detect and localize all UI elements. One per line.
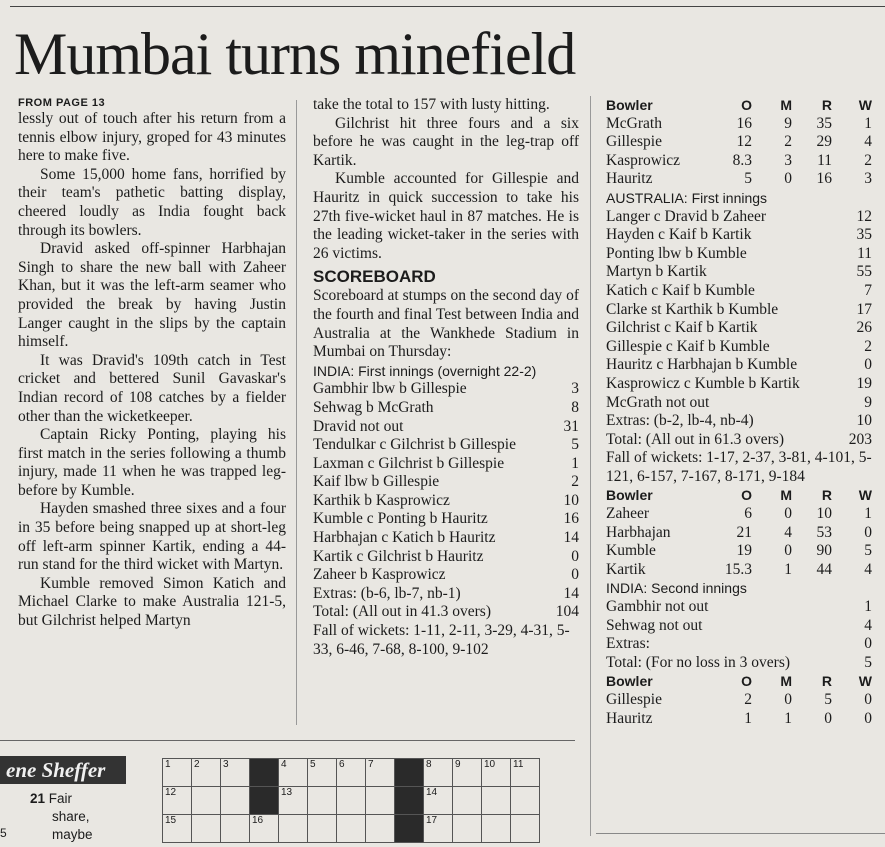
batting-row bbox=[606, 356, 872, 375]
clue-line: Fair bbox=[48, 791, 73, 806]
bowling-row bbox=[606, 710, 872, 729]
bowling-header-cell: M bbox=[780, 673, 792, 690]
grid-block bbox=[395, 787, 424, 815]
batting-row bbox=[313, 603, 579, 622]
batting-row bbox=[606, 598, 872, 617]
runs-value: 0 bbox=[571, 566, 579, 584]
article-paragraph: Gilchrist hit three fours and a six before he was caught in the leg-trap off Kartik. bbox=[313, 114, 579, 169]
batsman-entry: Ponting lbw b Kumble bbox=[606, 244, 747, 262]
grid-cell[interactable] bbox=[163, 815, 192, 843]
australia-first-innings-header: AUSTRALIA: First innings bbox=[606, 189, 768, 206]
grid-cell[interactable] bbox=[308, 759, 337, 787]
bowling-figure: 10 bbox=[816, 505, 832, 523]
bowling-figure: 8.3 bbox=[732, 151, 752, 169]
article-paragraph: Kumble removed Simon Katich and Michael Clarke to make Australia 121-5, but Gilchrist helped Martyn bbox=[18, 574, 286, 630]
batting-row bbox=[313, 529, 579, 548]
bowling-row bbox=[606, 170, 872, 189]
grid-number: 8 bbox=[426, 759, 432, 770]
column-rule bbox=[296, 100, 297, 725]
bowling-header-cell: Bowler bbox=[606, 97, 653, 113]
bowling-figure: 4 bbox=[784, 523, 792, 541]
bowling-figure: 35 bbox=[816, 114, 832, 132]
grid-cell[interactable] bbox=[337, 815, 366, 843]
batting-row bbox=[606, 431, 872, 450]
grid-cell[interactable] bbox=[453, 815, 482, 843]
grid-cell[interactable] bbox=[279, 759, 308, 787]
grid-cell[interactable] bbox=[424, 815, 453, 843]
batsman-entry: Extras: (b-2, lb-4, nb-4) bbox=[606, 412, 754, 430]
australia-fall-of-wickets: Fall of wickets: 1-17, 2-37, 3-81, 4-101, 5-121, 6-157, 7-167, 8-171, 9-184 bbox=[606, 449, 872, 485]
runs-value: 26 bbox=[856, 319, 872, 337]
bowling-figure: 19 bbox=[736, 542, 752, 560]
grid-number: 1 bbox=[165, 759, 171, 770]
bowling-header-cell: Bowler bbox=[606, 673, 653, 690]
batsman-entry: Total: (All out in 41.3 overs) bbox=[313, 603, 492, 621]
bowling-header-cell: R bbox=[821, 673, 832, 690]
bowling-figure: 9 bbox=[784, 114, 792, 132]
grid-cell[interactable] bbox=[192, 815, 221, 843]
grid-number: 2 bbox=[194, 759, 200, 770]
bowling-row bbox=[606, 133, 872, 152]
grid-number: 15 bbox=[165, 815, 177, 826]
grid-cell[interactable] bbox=[279, 787, 308, 815]
bowling-figure: 15.3 bbox=[724, 560, 752, 578]
runs-value: 5 bbox=[571, 436, 579, 454]
grid-cell[interactable] bbox=[192, 759, 221, 787]
runs-value: 11 bbox=[857, 244, 872, 262]
bowler-name: Kasprowicz bbox=[606, 151, 681, 169]
bowler-name: Kartik bbox=[606, 560, 646, 578]
batting-row bbox=[313, 585, 579, 604]
article-paragraph: Dravid asked off-spinner Harbhajan Singh to share the new ball with Zaheer Khan, but it was the left-arm seamer who provided the break by having Justin Langer caught in the slips by the captain himself. bbox=[18, 240, 286, 351]
bowler-name: Kumble bbox=[606, 542, 656, 560]
scoreboard-column-3 bbox=[606, 96, 872, 728]
crossword-grid bbox=[162, 758, 540, 843]
bowling-header-row bbox=[606, 96, 872, 115]
grid-cell[interactable] bbox=[163, 787, 192, 815]
batsman-entry: Kaif lbw b Gillespie bbox=[313, 473, 440, 491]
bowling-figure: 5 bbox=[824, 691, 832, 708]
puzzle-author-banner: ene Sheffer bbox=[0, 756, 126, 784]
bowling-row bbox=[606, 152, 872, 171]
batsman-entry: Gillespie c Kaif b Kumble bbox=[606, 337, 770, 355]
batting-row bbox=[606, 263, 872, 282]
runs-value: 0 bbox=[571, 547, 579, 565]
runs-value: 1 bbox=[864, 598, 872, 616]
batsman-entry: Zaheer b Kasprowicz bbox=[313, 566, 446, 584]
bowler-name: Gillespie bbox=[606, 133, 662, 151]
batsman-entry: Gambhir lbw b Gillespie bbox=[313, 380, 467, 398]
bowling-figure: 29 bbox=[816, 133, 832, 151]
batting-row bbox=[313, 566, 579, 585]
clue-line: share, bbox=[52, 809, 90, 824]
bowling-figure: 1 bbox=[784, 560, 792, 578]
grid-number: 7 bbox=[368, 759, 374, 770]
bowling-figure: 2 bbox=[864, 151, 872, 169]
grid-cell[interactable] bbox=[221, 815, 250, 843]
article-paragraph: It was Dravid's 109th catch in Test cricket and bettered Sunil Gavaskar's Indian record of 108 catches by a fielder other than the wicketkeeper. bbox=[18, 351, 286, 425]
grid-cell[interactable] bbox=[308, 787, 337, 815]
batting-row bbox=[606, 394, 872, 413]
bowling-figure: 1 bbox=[744, 709, 752, 727]
batting-row bbox=[606, 319, 872, 338]
article-column-2 bbox=[313, 96, 579, 659]
grid-cell[interactable] bbox=[337, 787, 366, 815]
runs-value: 14 bbox=[563, 584, 579, 602]
bowling-header-cell: W bbox=[858, 487, 872, 504]
runs-value: 9 bbox=[864, 393, 872, 411]
bowling-row bbox=[606, 524, 872, 543]
runs-value: 0 bbox=[864, 635, 872, 653]
grid-cell[interactable] bbox=[163, 759, 192, 787]
batsman-entry: Sehwag not out bbox=[606, 616, 703, 634]
bowling-figure: 2 bbox=[784, 133, 792, 151]
batting-row bbox=[606, 635, 872, 654]
bowling-header-cell: O bbox=[741, 673, 752, 690]
batting-row bbox=[606, 282, 872, 301]
bowling-figure: 0 bbox=[864, 709, 872, 727]
batting-row bbox=[606, 375, 872, 394]
scoreboard-intro: Scoreboard at stumps on the second day of the fourth and final Test between India and Australia at the Wankhede Stadium in Mumbai on Thursday: bbox=[313, 287, 579, 361]
runs-value: 17 bbox=[856, 300, 872, 318]
grid-cell[interactable] bbox=[511, 759, 540, 787]
bowling-row bbox=[606, 561, 872, 580]
grid-number: 3 bbox=[223, 759, 229, 770]
runs-value: 55 bbox=[856, 263, 872, 281]
batting-row bbox=[313, 380, 579, 399]
bowling-header-row bbox=[606, 486, 872, 505]
grid-number: 5 bbox=[310, 759, 316, 770]
bowling-header-cell: M bbox=[780, 97, 792, 113]
grid-cell[interactable] bbox=[453, 787, 482, 815]
batting-row bbox=[606, 301, 872, 320]
clue-line: maybe bbox=[52, 827, 93, 842]
bowling-figure: 0 bbox=[784, 505, 792, 523]
grid-number: 10 bbox=[484, 759, 496, 770]
batting-row bbox=[313, 418, 579, 437]
india-fall-of-wickets: Fall of wickets: 1-11, 2-11, 3-29, 4-31, 5-33, 6-46, 7-68, 8-100, 9-102 bbox=[313, 622, 570, 658]
headline: Mumbai turns minefield bbox=[14, 21, 576, 87]
runs-value: 10 bbox=[856, 412, 872, 430]
bowling-figure: 0 bbox=[864, 691, 872, 708]
grid-cell[interactable] bbox=[221, 787, 250, 815]
bowling-figure: 1 bbox=[864, 505, 872, 523]
batsman-entry: Tendulkar c Gilchrist b Gillespie bbox=[313, 436, 516, 454]
batting-row bbox=[606, 412, 872, 431]
bowling-figure: 0 bbox=[824, 709, 832, 727]
runs-value: 8 bbox=[571, 398, 579, 416]
bowling-figure: 0 bbox=[864, 523, 872, 541]
batting-row bbox=[313, 399, 579, 418]
batsman-entry: Gambhir not out bbox=[606, 598, 709, 616]
grid-block bbox=[250, 759, 279, 787]
article-paragraph: Hayden smashed three sixes and a four in 35 before being snapped up at short-leg off left-arm spinner Kartik, ending a 44-run stand for the third wicket with Martyn. bbox=[18, 500, 286, 574]
runs-value: 4 bbox=[864, 616, 872, 634]
grid-cell[interactable] bbox=[366, 815, 395, 843]
grid-block bbox=[395, 759, 424, 787]
batsman-entry: Laxman c Gilchrist b Gillespie bbox=[313, 454, 505, 472]
batting-row bbox=[606, 338, 872, 357]
batsman-entry: Kasprowicz c Kumble b Kartik bbox=[606, 374, 800, 392]
batsman-entry: Total: (For no loss in 3 overs) bbox=[606, 653, 791, 671]
grid-row bbox=[163, 787, 540, 815]
batsman-entry: Gilchrist c Kaif b Kartik bbox=[606, 319, 758, 337]
grid-cell[interactable] bbox=[511, 787, 540, 815]
batsman-entry: Martyn b Kartik bbox=[606, 263, 707, 281]
bowler-name: Hauritz bbox=[606, 170, 653, 188]
bowling-figure: 5 bbox=[744, 170, 752, 188]
grid-cell[interactable] bbox=[511, 815, 540, 843]
grid-cell[interactable] bbox=[482, 815, 511, 843]
runs-value: 31 bbox=[563, 417, 579, 435]
grid-number: 6 bbox=[339, 759, 345, 770]
runs-value: 2 bbox=[864, 337, 872, 355]
article-paragraph: take the total to 157 with lusty hitting. bbox=[313, 96, 550, 113]
grid-cell[interactable] bbox=[482, 759, 511, 787]
india-second-innings-header: INDIA: Second innings bbox=[606, 580, 747, 597]
bowling-figure: 12 bbox=[736, 133, 752, 151]
batting-row bbox=[606, 654, 872, 673]
clue-left-number: 5 bbox=[0, 826, 7, 840]
grid-cell[interactable] bbox=[482, 787, 511, 815]
grid-number: 13 bbox=[281, 787, 293, 798]
grid-cell[interactable] bbox=[337, 759, 366, 787]
runs-value: 7 bbox=[864, 281, 872, 299]
runs-value: 10 bbox=[563, 491, 579, 509]
grid-number: 4 bbox=[281, 759, 287, 770]
batting-row bbox=[313, 473, 579, 492]
bowling-figure: 16 bbox=[816, 170, 832, 188]
india-first-innings-header: INDIA: First innings (overnight 22-2) bbox=[313, 362, 537, 379]
grid-cell[interactable] bbox=[424, 787, 453, 815]
bowler-name: Gillespie bbox=[606, 691, 662, 708]
bowling-figure: 16 bbox=[736, 114, 752, 132]
batsman-entry: Clarke st Karthik b Kumble bbox=[606, 300, 779, 318]
grid-number: 11 bbox=[513, 759, 524, 770]
bowling-figure: 44 bbox=[816, 560, 832, 578]
bowling-row bbox=[606, 691, 872, 710]
batsman-entry: Extras: bbox=[606, 635, 650, 653]
bowling-header-cell: M bbox=[780, 487, 792, 504]
batsman-entry: Kumble c Ponting b Hauritz bbox=[313, 510, 488, 528]
batsman-entry: McGrath not out bbox=[606, 393, 710, 411]
bowling-row bbox=[606, 542, 872, 561]
grid-block bbox=[250, 787, 279, 815]
bowling-figure: 6 bbox=[744, 505, 752, 523]
page-kicker: FROM PAGE 13 bbox=[18, 97, 106, 109]
bowling-header-cell: Bowler bbox=[606, 487, 653, 504]
batting-row bbox=[313, 455, 579, 474]
grid-cell[interactable] bbox=[279, 815, 308, 843]
grid-number: 14 bbox=[426, 787, 438, 798]
bowling-header-row bbox=[606, 672, 872, 691]
bowling-header-cell: W bbox=[858, 673, 872, 690]
bowling-header-cell: R bbox=[821, 487, 832, 504]
batting-row bbox=[606, 226, 872, 245]
bowling-figure: 21 bbox=[736, 523, 752, 541]
bowling-figure: 2 bbox=[744, 691, 752, 708]
clue-number: 21 bbox=[30, 791, 46, 806]
bowler-name: Hauritz bbox=[606, 709, 653, 727]
runs-value: 203 bbox=[848, 430, 872, 448]
grid-cell[interactable] bbox=[192, 787, 221, 815]
bowling-header-cell: R bbox=[821, 97, 832, 113]
grid-cell[interactable] bbox=[250, 815, 279, 843]
bowling-figure: 0 bbox=[784, 170, 792, 188]
bowling-header-cell: O bbox=[741, 487, 752, 504]
scoreboard-title: SCOREBOARD bbox=[313, 267, 436, 287]
bottom-rule bbox=[596, 833, 885, 834]
bowler-name: McGrath bbox=[606, 114, 662, 132]
article-column-1 bbox=[18, 96, 286, 631]
bowling-row bbox=[606, 115, 872, 134]
batsman-entry: Katich c Kaif b Kumble bbox=[606, 281, 755, 299]
batsman-entry: Langer c Dravid b Zaheer bbox=[606, 207, 767, 225]
batting-row bbox=[313, 436, 579, 455]
section-divider bbox=[0, 740, 575, 741]
column-rule-2 bbox=[590, 96, 591, 836]
grid-cell[interactable] bbox=[366, 787, 395, 815]
bowling-figure: 90 bbox=[816, 542, 832, 560]
batsman-entry: Karthik b Kasprowicz bbox=[313, 491, 450, 509]
runs-value: 35 bbox=[856, 226, 872, 244]
bowling-header-cell: O bbox=[741, 97, 752, 113]
runs-value: 1 bbox=[571, 454, 579, 472]
bowling-figure: 0 bbox=[784, 542, 792, 560]
grid-number: 16 bbox=[252, 815, 264, 826]
grid-row bbox=[163, 815, 540, 843]
article-paragraph: Captain Ricky Ponting, playing his first match in the series following a thumb injury, made 11 when he was trapped leg-before by Kumble. bbox=[18, 426, 286, 499]
bowling-header-cell: W bbox=[858, 97, 872, 113]
bowling-figure: 53 bbox=[816, 523, 832, 541]
bowler-name: Harbhajan bbox=[606, 523, 671, 541]
top-rule bbox=[10, 6, 885, 7]
batting-row bbox=[313, 492, 579, 511]
batsman-entry: Extras: (b-6, lb-7, nb-1) bbox=[313, 584, 461, 602]
batsman-entry: Kartik c Gilchrist b Hauritz bbox=[313, 547, 484, 565]
runs-value: 0 bbox=[864, 356, 872, 374]
runs-value: 3 bbox=[571, 380, 579, 398]
article-paragraph: Kumble accounted for Gillespie and Hauritz in quick succession to take his 27th five-wicket haul in 87 matches. He is the leading wicket-taker in the series with 26 victims. bbox=[313, 170, 579, 262]
batsman-entry: Dravid not out bbox=[313, 417, 404, 435]
grid-cell[interactable] bbox=[366, 759, 395, 787]
article-paragraph: Some 15,000 home fans, horrified by their team's pathetic batting display, cheered loudly as India fought back through its bowlers. bbox=[18, 165, 286, 239]
grid-cell[interactable] bbox=[424, 759, 453, 787]
grid-row bbox=[163, 759, 540, 787]
batsman-entry: Hauritz c Harbhajan b Kumble bbox=[606, 356, 798, 374]
batting-row bbox=[606, 617, 872, 636]
bowler-name: Zaheer bbox=[606, 505, 650, 523]
runs-value: 2 bbox=[571, 473, 579, 491]
runs-value: 5 bbox=[864, 653, 872, 671]
batting-row bbox=[606, 245, 872, 264]
runs-value: 19 bbox=[856, 374, 872, 392]
grid-cell[interactable] bbox=[453, 759, 482, 787]
bowling-figure: 3 bbox=[864, 170, 872, 188]
batsman-entry: Sehwag b McGrath bbox=[313, 398, 434, 416]
crossword-clue bbox=[30, 790, 93, 844]
grid-number: 12 bbox=[165, 787, 177, 798]
batting-row bbox=[606, 208, 872, 227]
runs-value: 104 bbox=[555, 603, 579, 621]
bowling-figure: 1 bbox=[784, 709, 792, 727]
grid-number: 17 bbox=[426, 815, 438, 826]
runs-value: 16 bbox=[563, 510, 579, 528]
grid-cell[interactable] bbox=[221, 759, 250, 787]
batsman-entry: Harbhajan c Katich b Hauritz bbox=[313, 529, 496, 547]
bowling-row bbox=[606, 505, 872, 524]
batsman-entry: Hayden c Kaif b Kartik bbox=[606, 226, 752, 244]
batting-row bbox=[313, 548, 579, 567]
grid-cell[interactable] bbox=[308, 815, 337, 843]
bowling-figure: 3 bbox=[784, 151, 792, 169]
bowling-figure: 11 bbox=[817, 151, 832, 169]
batsman-entry: Total: (All out in 61.3 overs) bbox=[606, 430, 785, 448]
batting-row bbox=[313, 510, 579, 529]
article-paragraph: lessly out of touch after his return from a tennis elbow injury, groped for 43 minutes here to make five. bbox=[18, 110, 286, 165]
bowling-figure: 5 bbox=[864, 542, 872, 560]
grid-number: 9 bbox=[455, 759, 461, 770]
bowling-figure: 4 bbox=[864, 560, 872, 578]
bowling-figure: 0 bbox=[784, 691, 792, 708]
runs-value: 12 bbox=[856, 207, 872, 225]
runs-value: 14 bbox=[563, 529, 579, 547]
bowling-figure: 1 bbox=[864, 114, 872, 132]
grid-block bbox=[395, 815, 424, 843]
bowling-figure: 4 bbox=[864, 133, 872, 151]
